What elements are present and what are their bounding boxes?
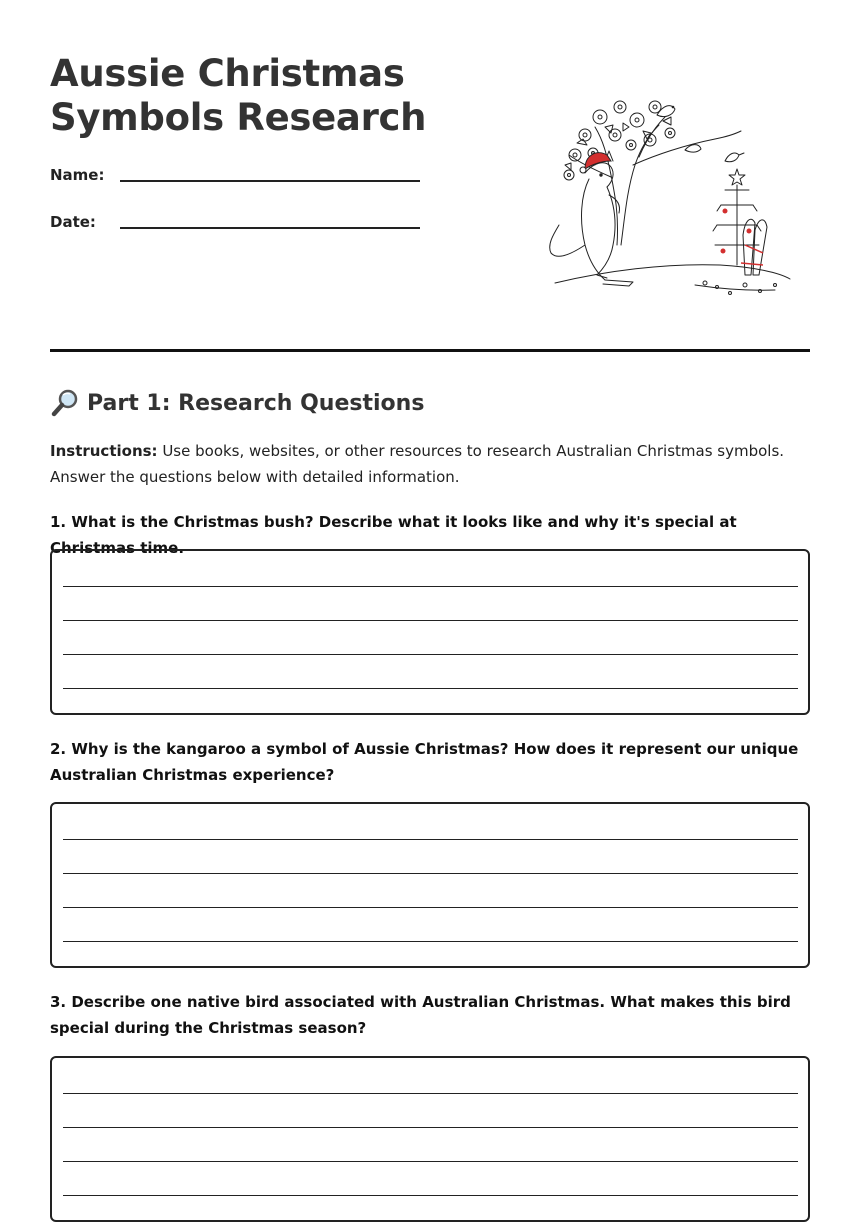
header-divider bbox=[50, 349, 810, 352]
answer-line[interactable] bbox=[63, 907, 798, 908]
answer-box-2[interactable] bbox=[50, 802, 810, 968]
answer-box-3[interactable] bbox=[50, 1056, 810, 1222]
instructions-label: Instructions: bbox=[50, 442, 158, 460]
part-1-heading bbox=[50, 386, 424, 420]
instructions bbox=[50, 438, 810, 490]
title-line-1: Aussie Christmas bbox=[50, 52, 405, 95]
answer-line[interactable] bbox=[63, 654, 798, 655]
question-2: 2. Why is the kangaroo a symbol of Aussie Christmas? How does it represent our unique Australian Christmas experience? bbox=[50, 740, 799, 784]
answer-line[interactable] bbox=[63, 1127, 798, 1128]
name-input-line[interactable] bbox=[120, 180, 420, 182]
title-line-2: Symbols Research bbox=[50, 96, 427, 139]
answer-line[interactable] bbox=[63, 1093, 798, 1094]
answer-line[interactable] bbox=[63, 873, 798, 874]
date-label: Date: bbox=[50, 213, 96, 231]
worksheet-title bbox=[50, 52, 470, 140]
answer-box-1[interactable] bbox=[50, 549, 810, 715]
answer-line[interactable] bbox=[63, 941, 798, 942]
magnifying-glass-icon bbox=[50, 388, 80, 418]
answer-line[interactable] bbox=[63, 1161, 798, 1162]
part-1-heading-text: Part 1: Research Questions bbox=[87, 390, 425, 416]
kangaroo-christmas-illustration bbox=[545, 95, 795, 300]
question-3: 3. Describe one native bird associated with Australian Christmas. What makes this bird special during the Christmas season? bbox=[50, 993, 791, 1037]
answer-line[interactable] bbox=[63, 620, 798, 621]
name-field-row bbox=[50, 166, 420, 196]
name-label: Name: bbox=[50, 166, 105, 184]
answer-line[interactable] bbox=[63, 688, 798, 689]
date-field-row bbox=[50, 213, 420, 243]
answer-line[interactable] bbox=[63, 586, 798, 587]
answer-line[interactable] bbox=[63, 1195, 798, 1196]
question-1: 1. What is the Christmas bush? Describe what it looks like and why it's special at Christmas time. bbox=[50, 513, 737, 557]
instructions-text: Use books, websites, or other resources to research Australian Christmas symbols. Answer the questions below with detailed information. bbox=[50, 442, 785, 486]
answer-line[interactable] bbox=[63, 839, 798, 840]
date-input-line[interactable] bbox=[120, 227, 420, 229]
